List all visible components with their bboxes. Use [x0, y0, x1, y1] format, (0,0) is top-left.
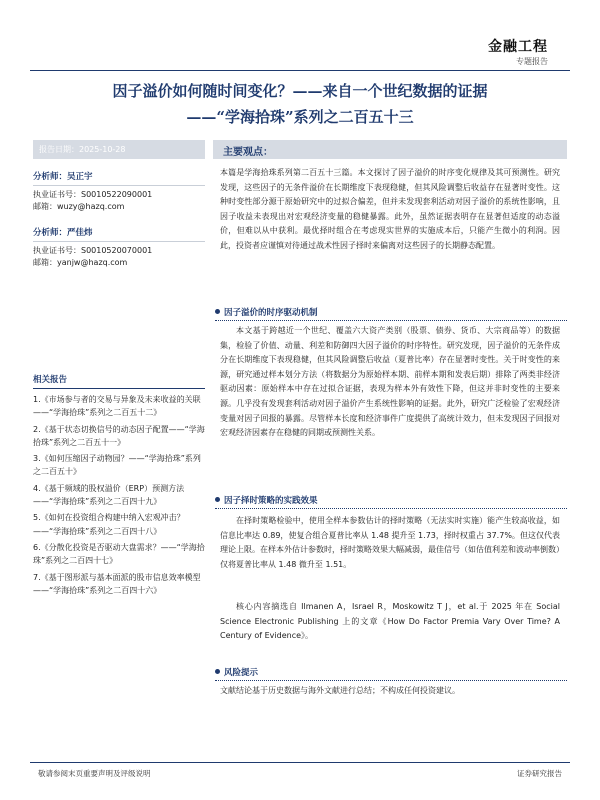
report-type: 专题报告 [516, 57, 548, 66]
analyst-name: 分析师：严佳炜 [33, 227, 205, 242]
section-divider [215, 320, 567, 321]
footer-divider [30, 762, 570, 763]
sidebar [33, 140, 205, 269]
related-reports-title: 相关报告 [33, 373, 205, 389]
source-note: 核心内容摘选自 Ilmanen A，Israel R，Moskowitz T J，et al.于 2025 年在 Social Science Electronic Publishing 上的文章《How Do Factor Premia Vary Over Time? A Century of Evidence》。 [220, 602, 560, 641]
analyst-card [33, 171, 205, 213]
section-body: 本文基于跨越近一个世纪、覆盖六大资产类别（股票、债券、货币、大宗商品等）的数据集，检验了价值、动量、利差和防御四大因子溢价的时序特性。研究发现，因子溢价的无条件成分在长期维度下表现稳健，但其风险调整后收益（夏普比率）存在显著时变性。关于时变性的来源，研究通过样本划分方法（将数据分为原始样本期、前样本期和发表后期）排除了两类非经济驱动因素：原始样本中存在过拟合证据，表现为样本外有效性下降，但这并非时变性的主要来源。几乎没有发现套利活动对因子溢价产生系统性影响的证据。此外，研究广泛检验了宏观经济变量对因子回报的暴露。尽管样本长度和经济事件广度提供了高统计效力，但未发现因子回报对宏观经济因素存在稳健的同期或预测性关系。 [220, 326, 560, 438]
related-report-item: 5.《如何在投资组合构建中纳入宏观冲击？——“学海拾珠”系列之二百四十八》 [33, 513, 185, 536]
analyst-cert: 执业证书号：S0010520070001 [33, 246, 153, 255]
section-title: 因子择时策略的实践效果 [224, 496, 318, 506]
brand-name: 金融工程 [488, 39, 548, 55]
footer-label: 证券研究报告 [517, 769, 562, 778]
section-body: 在择时策略检验中，使用全样本参数估计的择时策略（无法实时实施）能产生较高收益，如信息比率达 0.89，使复合组合夏普比率从 1.48 提升至 1.73，择时权重占 37.7%。但这仅代表理论上限。在样本外估计参数时，择时策略效果大幅减弱，最佳信号（如估值利差和波动率倒数）仅将夏普比率从 1.48 微升至 1.51。 [220, 516, 560, 569]
related-report-item: 7.《基于图形派与基本面派的股市信息效率模型——“学海拾珠”系列之二百四十六》 [33, 572, 201, 595]
related-report-item: 3.《如何压缩因子动物园？——“学海拾珠”系列之二百五十》 [33, 454, 201, 477]
key-points-title: 主要观点： [223, 147, 273, 158]
header-divider [30, 70, 570, 71]
analyst-name: 分析师：吴正宇 [33, 171, 205, 186]
analyst-card [33, 227, 205, 269]
report-title: 因子溢价如何随时间变化？——来自一个世纪数据的证据 [112, 82, 488, 100]
analyst-email: 邮箱：wuzy@hazq.com [33, 202, 125, 211]
related-report-item: 4.《基于频域的股权溢价（ERP）预测方法——“学海拾珠”系列之二百四十九》 [33, 483, 185, 507]
bullet-icon [215, 669, 220, 674]
related-report-item: 6.《分散化投资是否驱动大盘需求？——“学海拾珠”系列之二百四十七》 [33, 542, 205, 566]
section-title: 因子溢价的时序驱动机制 [224, 308, 318, 318]
section-heading [215, 666, 258, 678]
key-points-bar [213, 140, 567, 159]
section-divider [215, 680, 567, 681]
related-report-item: 1.《市场参与者的交易与异象及未来收益的关联——“学海拾珠”系列之二百五十二》 [33, 395, 201, 418]
key-points-text: 本篇是学海拾珠系列第二百五十三篇。本文探讨了因子溢价的时序变化规律及其可预测性。研究发现，这些因子的无条件溢价在长期维度下表现稳健，但其风险调整后收益存在显著时变性。这种时变性部分源于原始研究中的过拟合偏差，但并未发现套利活动对因子溢价的系统性影响，且因子收益未表现出对宏观经济变量的稳健暴露。此外，虽然证据表明存在显著但适度的动态溢价，但难以从中获利。最优择时组合在考虑现实世界的实施成本后，只能产生微小的利润。因此，投资者应谨慎对待通过战术性因子择时来偏离对这些因子的长期静态配置。 [220, 168, 560, 250]
bullet-icon [215, 497, 220, 502]
report-subtitle: ——“学海拾珠”系列之二百五十三 [186, 108, 414, 126]
report-date: 报告日期：2025-10-28 [33, 140, 205, 159]
related-reports-list [33, 393, 205, 600]
analyst-email: 邮箱：yanjw@hazq.com [33, 258, 128, 267]
section-title: 风险提示 [224, 668, 259, 678]
bullet-icon [215, 309, 220, 314]
footer-disclaimer: 敬请参阅末页重要声明及评级说明 [38, 769, 151, 778]
related-report-item: 2.《基于状态切换信号的动态因子配置——“学海拾珠”系列之二百五十一》 [33, 424, 205, 447]
risk-body: 文献结论基于历史数据与海外文献进行总结；不构成任何投资建议。 [220, 686, 460, 695]
section-heading [215, 494, 318, 506]
section-divider [215, 508, 567, 509]
section-heading [215, 306, 318, 318]
analyst-cert: 执业证书号：S0010522090001 [33, 190, 153, 199]
